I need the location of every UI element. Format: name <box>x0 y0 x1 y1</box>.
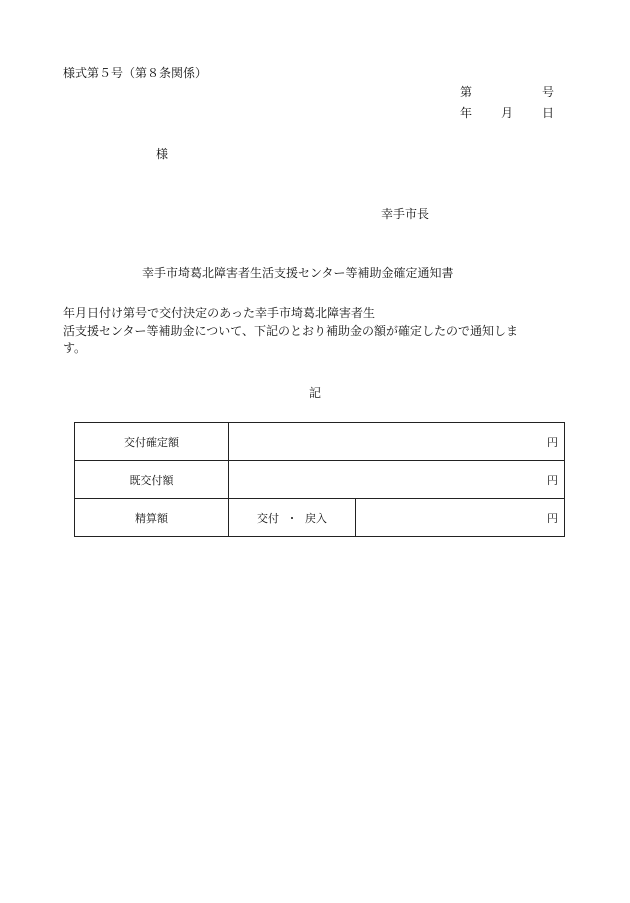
table-row <box>75 499 565 537</box>
body-month-unit: 月 <box>75 306 88 320</box>
choice-reinyu: 戻入 <box>305 511 327 525</box>
body-paragraph <box>63 305 571 358</box>
body-text-after-number: 号で交付決定のあった幸手市埼葛北障害者生 <box>135 306 375 320</box>
body-day-unit: 日付け <box>87 306 124 320</box>
amount-field: 円 <box>229 461 565 499</box>
body-line-1 <box>63 305 571 323</box>
form-id: 様式第５号（第８条関係） <box>63 66 208 80</box>
row-label: 交付確定額 <box>75 423 229 461</box>
body-number-prefix: 第 <box>123 306 136 320</box>
date-month-unit: 月 <box>501 106 514 120</box>
sender: 幸手市長 <box>381 207 430 221</box>
document-number-suffix: 号 <box>542 85 555 99</box>
body-line-3: す。 <box>63 341 87 355</box>
table-row <box>75 461 565 499</box>
document-title: 幸手市埼葛北障害者生活支援センター等補助金確定通知書 <box>142 266 454 280</box>
choice-separator: ・ <box>286 511 298 525</box>
choice-koufu: 交付 <box>257 511 279 525</box>
table-row <box>75 423 565 461</box>
date-year-unit: 年 <box>460 106 473 120</box>
row-label: 既交付額 <box>75 461 229 499</box>
addressee-suffix: 様 <box>156 147 169 161</box>
date-day-unit: 日 <box>542 106 555 120</box>
document-number-prefix: 第 <box>460 85 473 99</box>
ki-heading: 記 <box>309 386 322 400</box>
row-label: 精算額 <box>75 499 229 537</box>
amount-field: 円 <box>356 499 565 537</box>
body-line-2: 活支援センター等補助金について、下記のとおり補助金の額が確定したので通知しま <box>63 323 519 338</box>
body-year-unit: 年 <box>63 306 76 320</box>
settlement-type-choice <box>229 499 356 537</box>
amounts-table <box>74 422 565 537</box>
amount-field: 円 <box>229 423 565 461</box>
